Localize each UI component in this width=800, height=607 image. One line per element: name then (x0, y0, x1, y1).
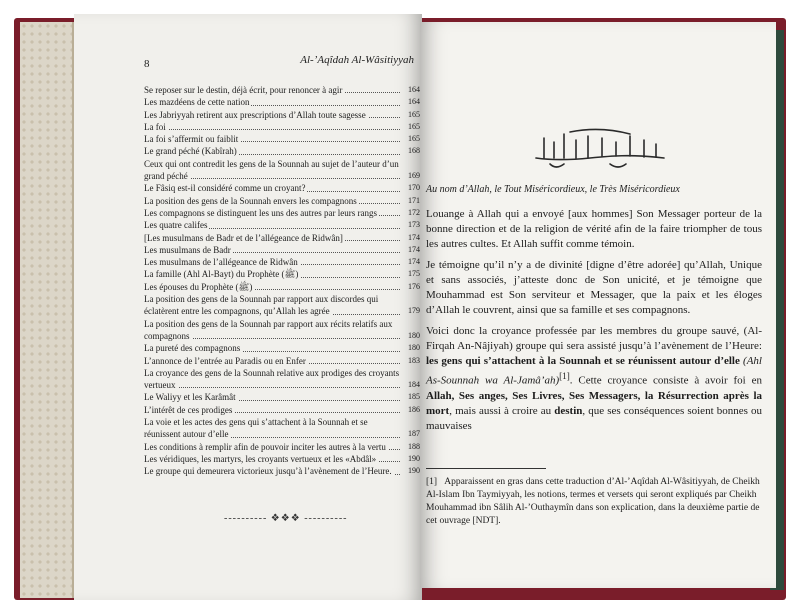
toc-entry-page: 190 (408, 466, 420, 476)
toc-entry-page: 180 (408, 343, 420, 353)
paragraph-3-bold: les gens qui s’attachent à la Sounnah et se réunissent autour d’elle (426, 355, 740, 367)
toc-entry-title: Les compagnons se distinguent les uns des autres par leurs rangs (144, 207, 377, 218)
toc-entry (144, 268, 420, 280)
paragraph-1: Louange à Allah qui a envoyé [aux hommes] Son Messager porteur de la bonne direction et de la religion de vérité afin de la faire triompher de tous les autres cultes. Et Allah suffit comme témoin. (426, 208, 762, 250)
paragraph-3-part: , que ses conséquences soient bonnes ou mauvaises (426, 404, 762, 432)
footnote-ref: [1] (559, 371, 570, 381)
toc-entry-page: 179 (408, 306, 420, 316)
bismillah-translation: Au nom d’Allah, le Tout Miséricordieux, le Très Miséricordieux (426, 184, 680, 195)
endpaper-pattern (20, 22, 74, 598)
paragraph-2: Je témoigne qu’il n’y a de divinité [digne d’être adorée] qu’Allah, Unique et sans associés, j’atteste donc de Son unicité, et je témoigne que Mouhammad est Son serviteur et Messager, que la paix et les éloges d’Allah le couvrent, ainsi que sa famille et ses compagnons. (426, 259, 762, 316)
toc-entry-page: 164 (408, 85, 420, 94)
toc-entry (144, 84, 420, 96)
ornamental-separator: ---------- ❖❖❖ ---------- (224, 513, 348, 524)
toc-entry (144, 121, 420, 133)
toc-entry-title: Le Waliyy et les Karâmât (144, 392, 236, 403)
toc-entry-page: 165 (408, 121, 420, 131)
table-of-contents (144, 84, 420, 478)
toc-entry-title: Le groupe qui demeurera victorieux jusqu’à l’avènement de l’Heure. (144, 466, 392, 477)
toc-entry (144, 391, 420, 403)
toc-entry-title: Le Fâsiq est-il considéré comme un croyant? (144, 183, 306, 194)
toc-entry (144, 96, 420, 108)
toc-entry-title: La foi (144, 121, 166, 132)
toc-entry-page: 165 (408, 134, 420, 144)
toc-entry-title: L’intérêt de ces prodiges (144, 404, 233, 415)
toc-entry (144, 256, 420, 268)
toc-entry-title: [Les musulmans de Badr et de l’allégeance de Ridwân] (144, 232, 343, 243)
toc-entry-title: Les musulmans de l’allégeance de Ridwân (144, 257, 298, 268)
toc-entry-title: Les quatre califes (144, 220, 208, 231)
toc-entry (144, 281, 420, 293)
toc-entry-title: La position des gens de la Sounnah par rapport aux récits relatifs aux compagnons (144, 318, 393, 341)
toc-entry-page: 165 (408, 109, 420, 119)
toc-entry-page: 172 (408, 207, 420, 217)
footnote-rule (426, 468, 546, 469)
footnote (426, 476, 762, 528)
paragraph-3-part: , mais aussi à croire au (449, 404, 555, 417)
right-page (420, 22, 776, 588)
toc-entry (144, 355, 420, 367)
footnote-text: Apparaissent en gras dans cette traduction d’Al-’Aqîdah Al-Wâsitiyyah, de Cheikh Al-Islam Ibn Taymiyyah, les notions, termes et versets qui seront expliqués par Cheikh Mouhammad ibn Sâlih Al-’Outhaymîn dans son explication, dans la deuxième partie de cet ouvrage [NDT]. (426, 477, 760, 526)
toc-entry-title: Le grand péché (Kabîrah) (144, 146, 237, 157)
toc-entry-page: 169 (408, 171, 420, 181)
toc-entry (144, 232, 420, 244)
toc-entry (144, 145, 420, 157)
toc-entry-page: 185 (408, 392, 420, 402)
toc-entry (144, 404, 420, 416)
toc-entry (144, 195, 420, 207)
toc-entry (144, 293, 420, 318)
paragraph-3-italic: (Ahl As-Sounnah wa Al-Jamâ’ah) (426, 355, 762, 387)
toc-entry-title: Se reposer sur le destin, déjà écrit, pour renoncer à agir (144, 85, 343, 95)
toc-entry-title: La position des gens de la Sounnah envers les compagnons (144, 195, 357, 206)
toc-entry (144, 453, 420, 465)
paragraph-3-bold: destin (554, 404, 583, 417)
toc-entry-title: Ceux qui ont contredit les gens de la Sounnah au sujet de l’auteur d’un grand péché (144, 158, 399, 182)
toc-entry (144, 465, 420, 477)
toc-entry-title: La croyance des gens de la Sounnah relative aux prodiges des croyants vertueux (144, 367, 400, 391)
toc-entry-page: 170 (408, 183, 420, 193)
toc-entry-title: Les épouses du Prophète (ﷺ) (144, 281, 253, 292)
toc-entry (144, 207, 420, 219)
toc-entry-page: 174 (408, 257, 420, 267)
toc-entry-page: 168 (408, 146, 420, 156)
footnote-mark: [1] (426, 477, 438, 487)
running-head: Al-’Aqîdah Al-Wâsitiyyah (300, 54, 414, 66)
paragraph-3-part: Voici donc la croyance professée par les membres du groupe sauvé, (Al-Firqah An-Nâjiyah) groupe qui sera assisté jusqu’à l’avènement de l’Heure: (426, 325, 762, 352)
toc-entry (144, 318, 420, 343)
toc-entry-page: 173 (408, 220, 420, 230)
toc-entry (144, 158, 420, 183)
toc-entry-title: Les Jabriyyah retirent aux prescriptions d’Allah toute sagesse (144, 109, 366, 120)
paragraph-3-part: . Cette croyance consiste à avoir foi en (569, 374, 762, 387)
toc-entry-page: 183 (408, 355, 420, 365)
paragraph-3 (426, 324, 762, 434)
toc-entry-page: 180 (408, 330, 420, 340)
toc-entry-page: 171 (408, 195, 420, 205)
toc-entry (144, 244, 420, 256)
toc-entry-title: Les véridiques, les martyrs, les croyants vertueux et les «Abdâl» (144, 453, 377, 464)
toc-entry-page: 175 (408, 269, 420, 279)
toc-entry-title: La pureté des compagnons (144, 343, 241, 354)
toc-entry-title: La position des gens de la Sounnah par rapport aux discordes qui éclatèrent entre les compagnons, qu’Allah les agrée (144, 294, 379, 317)
toc-entry-page: 184 (408, 380, 420, 390)
toc-entry-title: Les mazdéens de cette nation (144, 97, 250, 108)
right-page-text (426, 182, 762, 440)
toc-entry (144, 182, 420, 194)
toc-entry-page: 187 (408, 429, 420, 439)
page-number: 8 (144, 58, 150, 70)
bismillah-calligraphy (530, 124, 670, 174)
toc-entry-page: 174 (408, 232, 420, 242)
toc-entry-page: 186 (408, 404, 420, 414)
toc-entry-page: 190 (408, 453, 420, 463)
toc-entry-page: 174 (408, 244, 420, 254)
toc-entry-title: La famille (Ahl Al-Bayt) du Prophète (ﷺ) (144, 269, 299, 280)
left-page (74, 14, 422, 600)
toc-entry-title: Les musulmans de Badr (144, 244, 231, 255)
toc-entry-page: 164 (408, 97, 420, 107)
toc-entry-title: La foi s’affermit ou faiblit (144, 134, 239, 145)
toc-entry-page: 176 (408, 281, 420, 291)
toc-entry (144, 219, 420, 231)
paragraph-3-bold: Allah, Ses anges, Ses Livres, Ses Messagers, la Résurrection après la mort (426, 389, 762, 417)
toc-entry (144, 342, 420, 354)
toc-entry (144, 133, 420, 145)
toc-entry-title: La voie et les actes des gens qui s’attachent à la Sounnah et se réunissent autour d’elle (144, 417, 368, 440)
toc-entry-page: 188 (408, 441, 420, 451)
toc-entry (144, 109, 420, 121)
toc-entry (144, 441, 420, 453)
toc-entry (144, 416, 420, 441)
toc-entry-title: L’annonce de l’entrée au Paradis ou en Enfer (144, 355, 306, 366)
toc-entry (144, 367, 420, 392)
toc-entry-title: Les conditions à remplir afin de pouvoir inciter les autres à la vertu (144, 441, 386, 452)
